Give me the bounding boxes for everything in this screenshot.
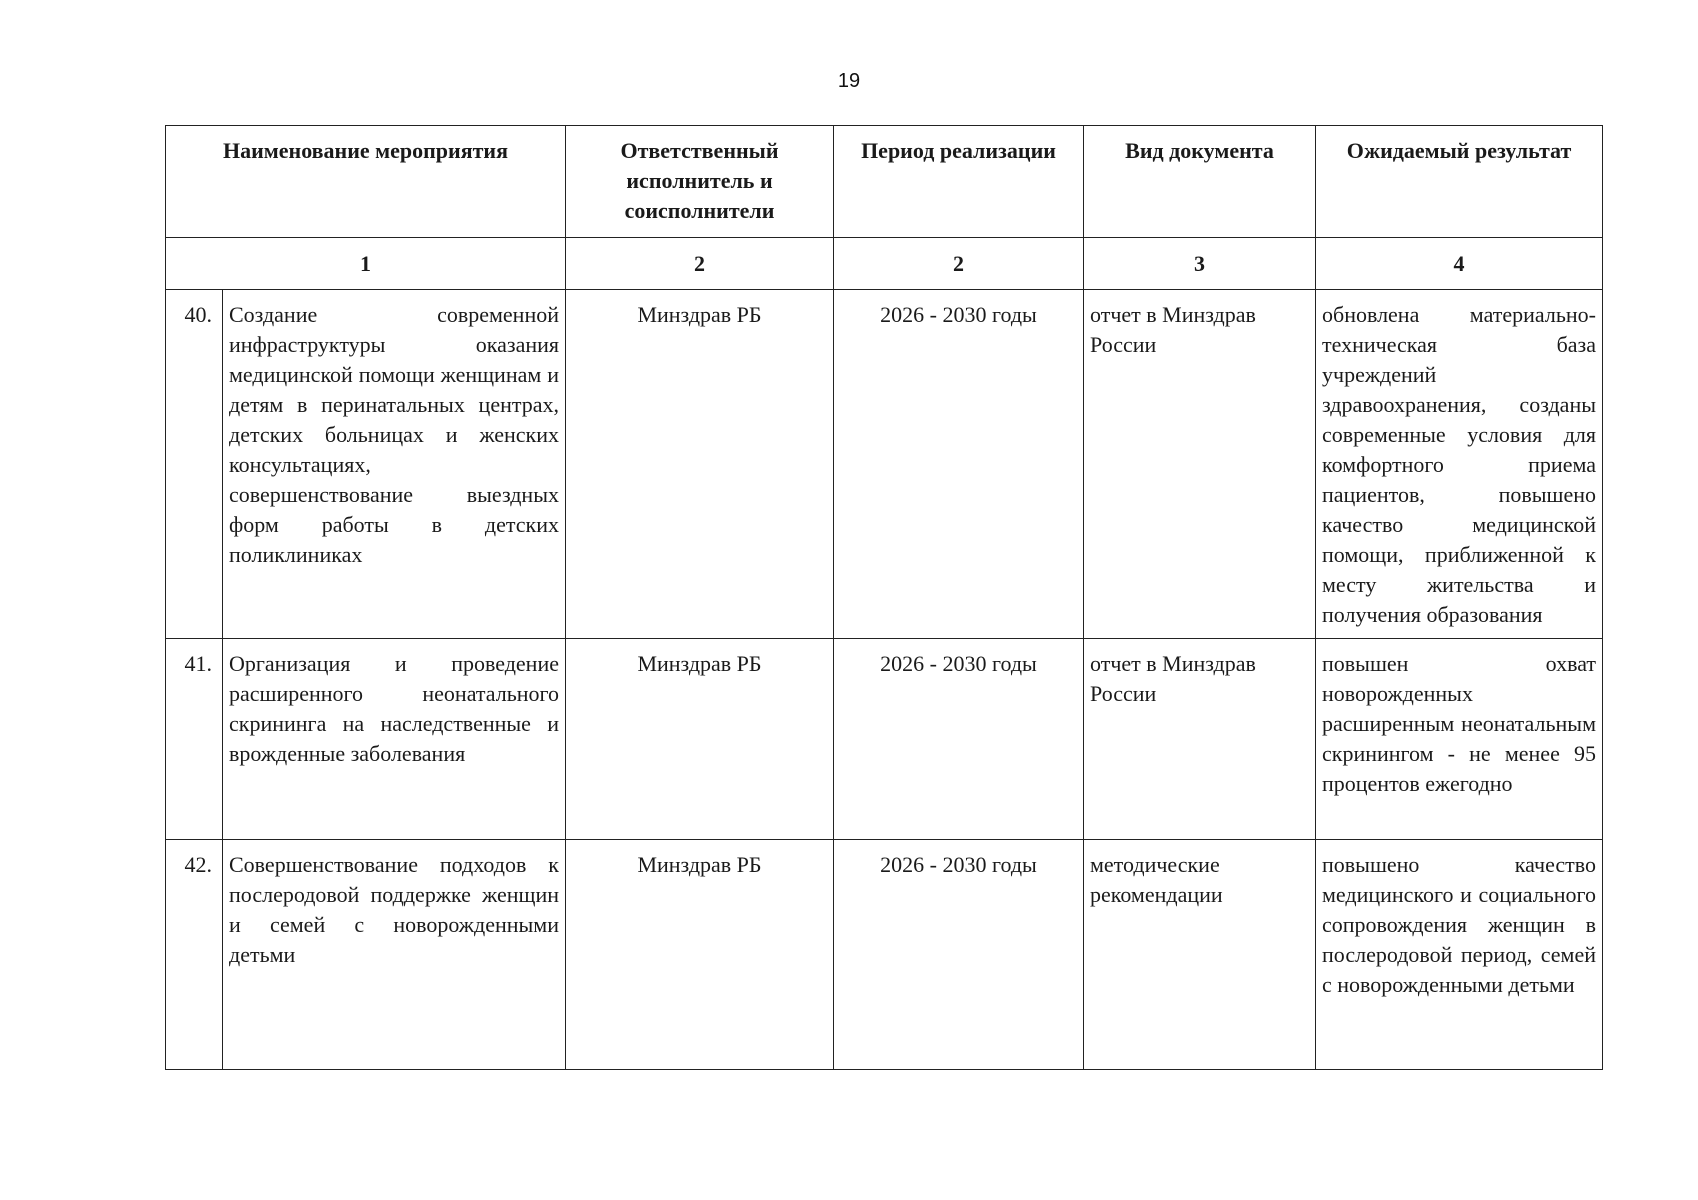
table-row [166, 840, 1603, 1070]
page-number: 19 [837, 70, 861, 92]
table-header-row [166, 126, 1603, 238]
column-number: 1 [166, 238, 566, 290]
period: 2026 - 2030 годы [834, 290, 1084, 639]
measures-table [165, 125, 1603, 1070]
column-number: 3 [1084, 238, 1316, 290]
expected-result: повышено качество медицинского и социального сопровождения женщин в послеродовой период, семей с новорожденными детьми [1316, 840, 1603, 1070]
activity-name: Организация и проведение расширенного неонатального скрининга на наследственные и врожденные заболевания [223, 639, 566, 840]
column-number: 2 [566, 238, 834, 290]
period: 2026 - 2030 годы [834, 639, 1084, 840]
header-activity-name: Наименование мероприятия [166, 126, 566, 238]
activity-name: Создание современной инфраструктуры оказания медицинской помощи женщинам и детям в перинатальных центрах, детских больницах и женских консультациях, совершенствование выездных форм работы в детских поликлиниках [223, 290, 566, 639]
column-number: 2 [834, 238, 1084, 290]
header-executor: Ответственный исполнитель и соисполнители [566, 126, 834, 238]
expected-result: повышен охват новорожденных расширенным неонатальным скринингом - не менее 95 процентов ежегодно [1316, 639, 1603, 840]
header-document-type: Вид документа [1084, 126, 1316, 238]
executor: Минздрав РБ [566, 290, 834, 639]
executor: Минздрав РБ [566, 840, 834, 1070]
expected-result: обновлена материально-техническая база учреждений здравоохранения, созданы современные условия для комфортного приема пациентов, повышено качество медицинской помощи, приближенной к месту жительства и получения образования [1316, 290, 1603, 639]
executor: Минздрав РБ [566, 639, 834, 840]
row-number: 41. [166, 639, 223, 840]
document-type: отчет в Минздрав России [1084, 639, 1316, 840]
table-row [166, 639, 1603, 840]
document-type: методические рекомендации [1084, 840, 1316, 1070]
column-number-row [166, 238, 1603, 290]
period: 2026 - 2030 годы [834, 840, 1084, 1070]
table-row [166, 290, 1603, 639]
activity-name: Совершенствование подходов к послеродовой поддержке женщин и семей с новорожденными детьми [223, 840, 566, 1070]
row-number: 40. [166, 290, 223, 639]
document-type: отчет в Минздрав России [1084, 290, 1316, 639]
row-number: 42. [166, 840, 223, 1070]
header-expected-result: Ожидаемый результат [1316, 126, 1603, 238]
header-period: Период реализации [834, 126, 1084, 238]
column-number: 4 [1316, 238, 1603, 290]
